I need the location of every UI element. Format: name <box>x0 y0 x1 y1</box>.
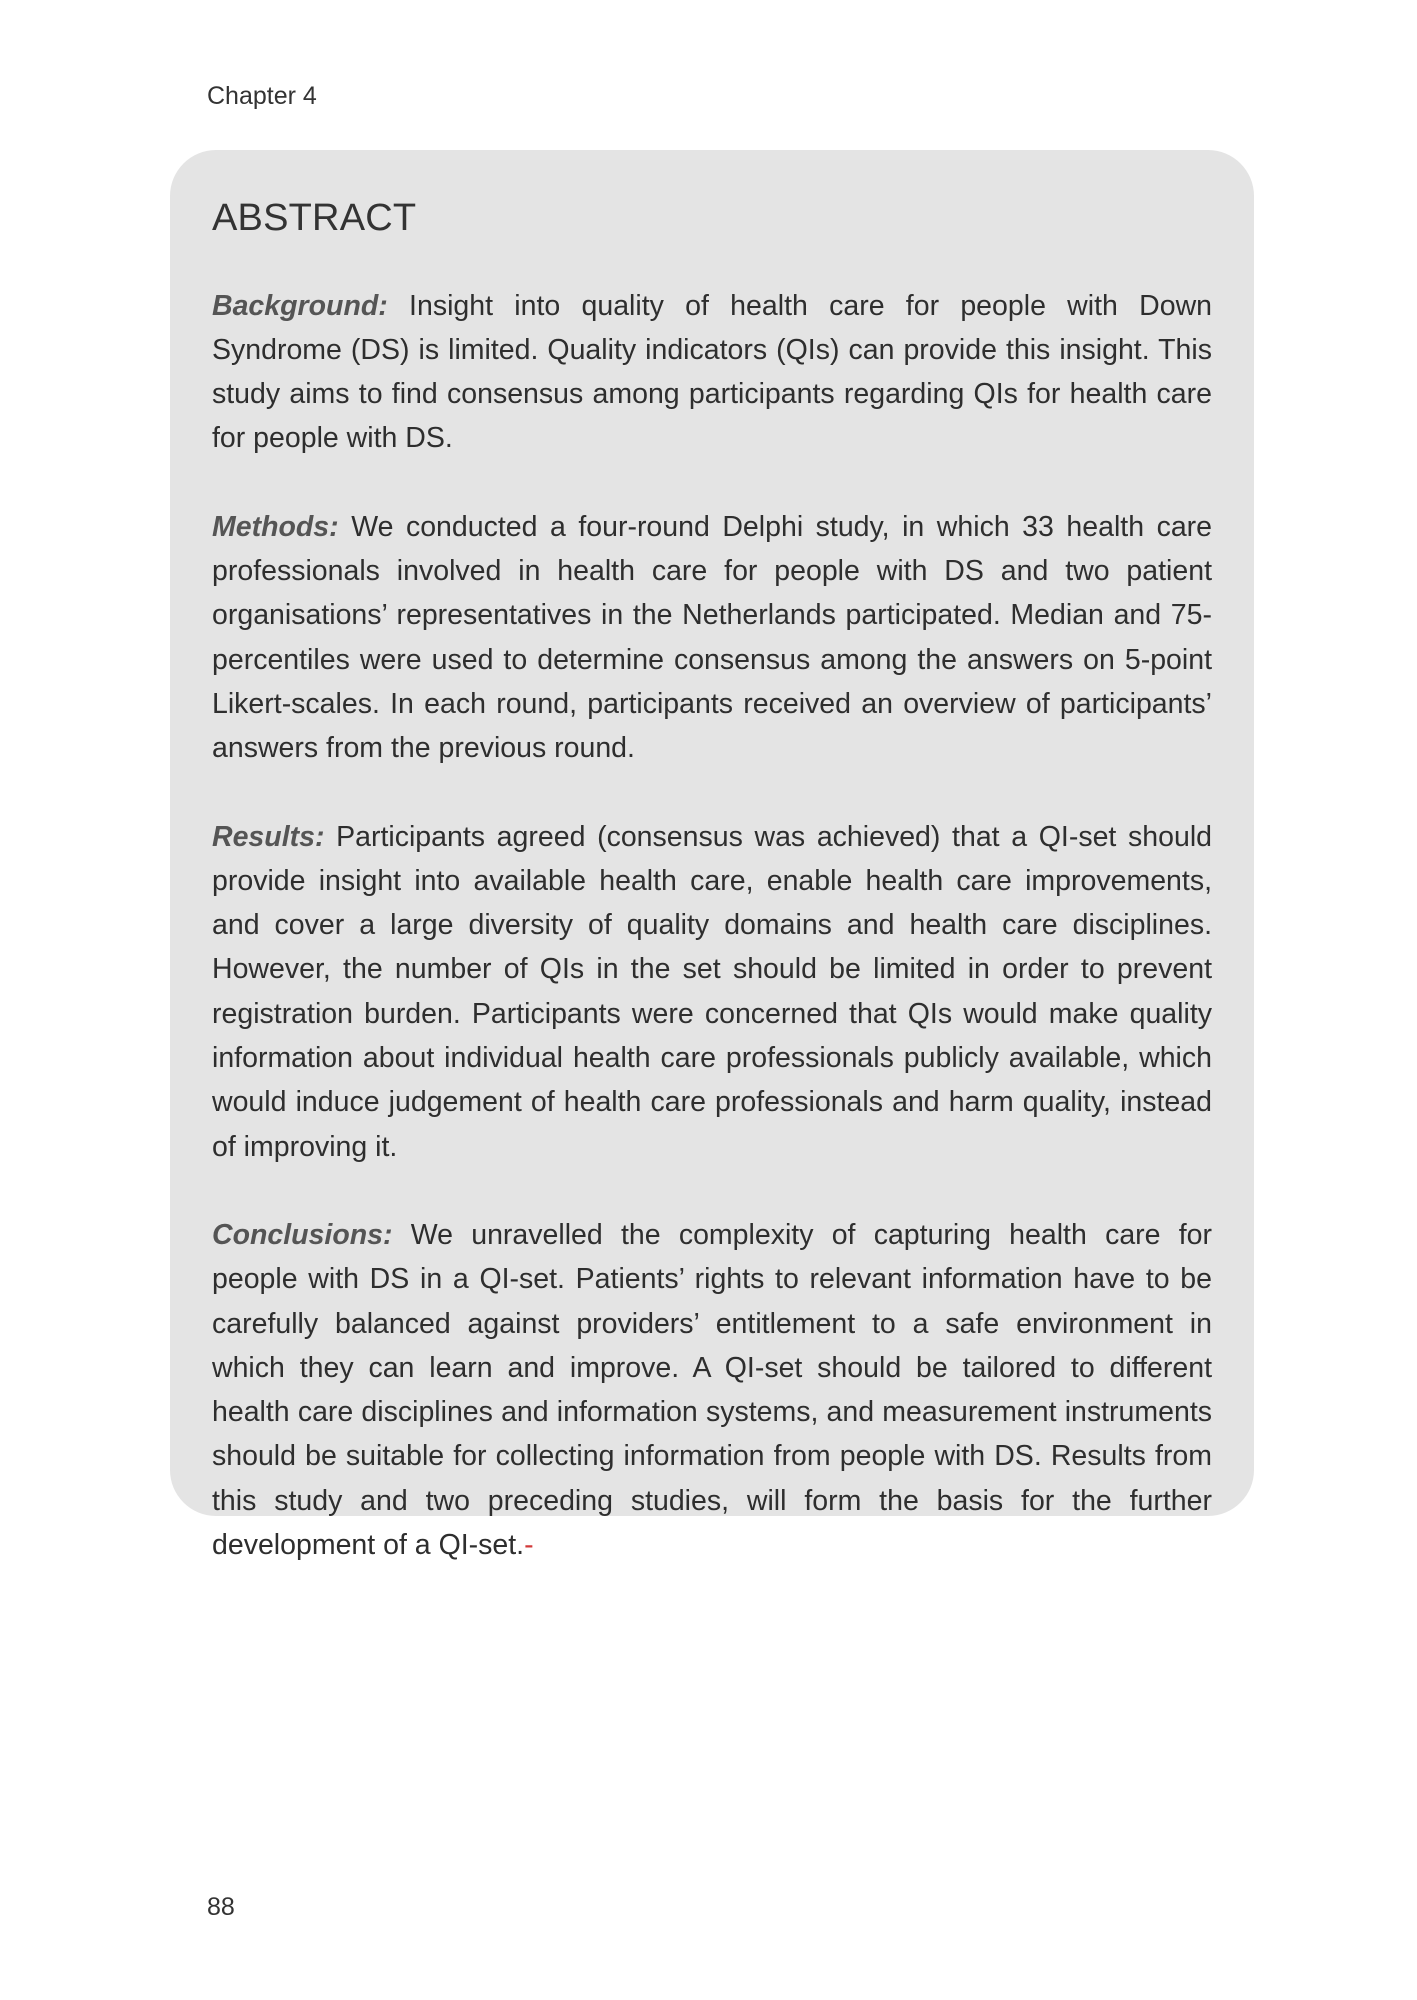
abstract-section-background <box>212 284 1212 461</box>
section-label-conclusions: Conclusions: <box>212 1218 393 1251</box>
abstract-section-methods <box>212 505 1212 771</box>
section-label-background: Background: <box>212 289 388 322</box>
running-header-chapter: Chapter 4 <box>207 82 317 110</box>
end-mark: - <box>524 1529 534 1562</box>
section-label-results: Results: <box>212 820 325 853</box>
section-text-methods: We conducted a four-round Delphi study, in which 33 health care professionals involved in health care for people with DS and two patient organisations’ representatives in the Netherlands participated. Median and 75-percentiles were used to determine consensus among the answers on 5-point Likert-scales. In each round, participants received an overview of participants’ answers from the previous round. <box>212 510 1213 765</box>
abstract-section-results <box>212 815 1212 1169</box>
page-number: 88 <box>207 1893 235 1921</box>
section-text-background: Insight into quality of health care for people with Down Syndrome (DS) is limited. Quality indicators (QIs) can provide this insight. This study aims to find consensus among participants regarding QIs for health care for people with DS. <box>212 289 1212 455</box>
section-text-conclusions: We unravelled the complexity of capturing health care for people with DS in a QI-set. Patients’ rights to relevant information have to be carefully balanced against providers’ entitlement to a safe environment in which they can learn and improve. A QI-set should be tailored to different health care disciplines and information systems, and measurement instruments should be suitable for collecting information from people with DS. Results from this study and two preceding studies, will form the basis for the further development of a QI-set. <box>212 1218 1212 1562</box>
section-label-methods: Methods: <box>212 510 339 543</box>
abstract-section-conclusions <box>212 1213 1212 1567</box>
abstract-box <box>170 150 1254 1562</box>
abstract-title: ABSTRACT <box>212 197 417 239</box>
section-text-results: Participants agreed (consensus was achieved) that a QI-set should provide insight into available health care, enable health care improvements, and cover a large diversity of quality domains and health care disciplines. However, the number of QIs in the set should be limited in order to prevent registration burden. Participants were concerned that QIs would make quality information about individual health care professionals publicly available, which would induce judgement of health care professionals and harm quality, instead of improving it. <box>212 820 1212 1163</box>
